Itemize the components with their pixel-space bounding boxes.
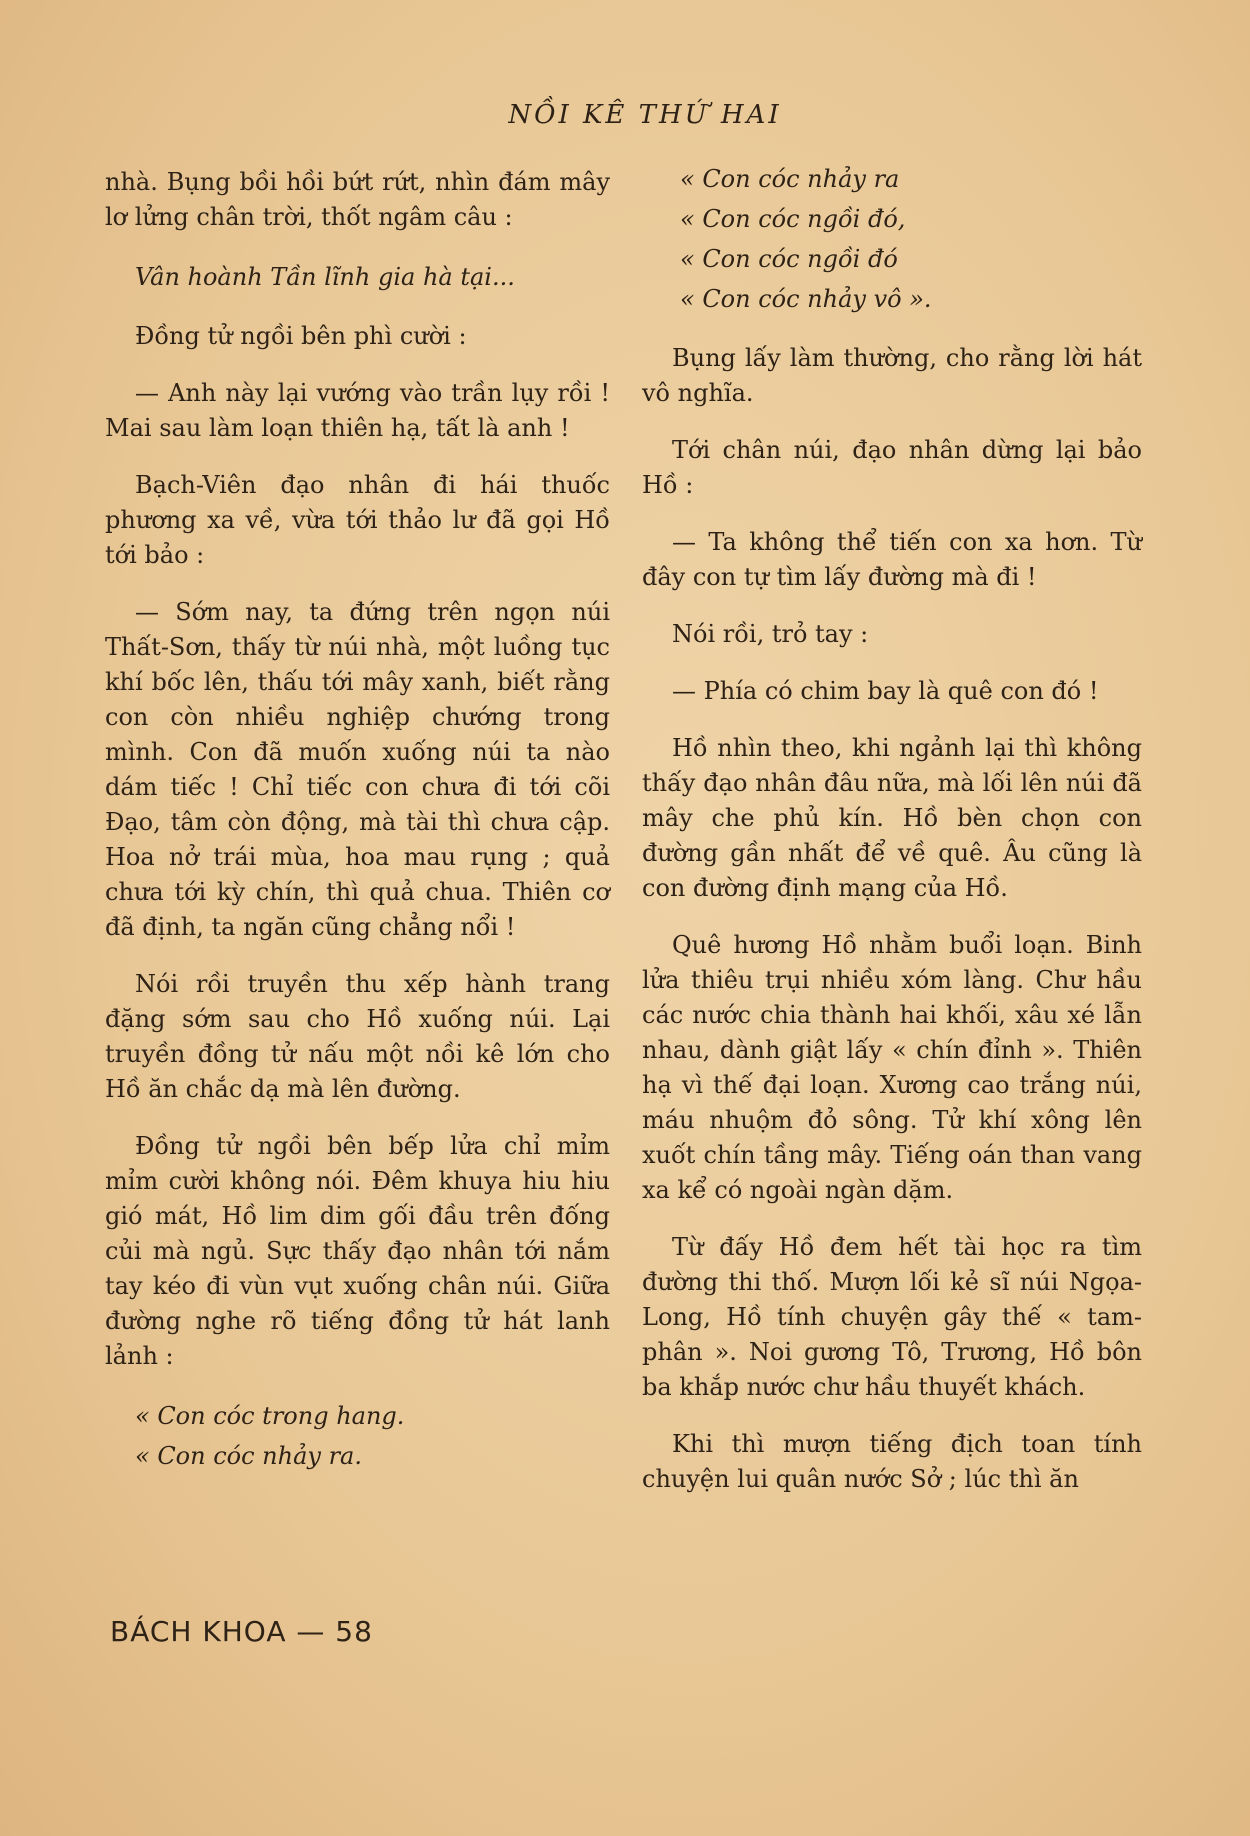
- paragraph: Đồng tử ngồi bên bếp lửa chỉ mỉm mỉm cười không nói. Đêm khuya hiu hiu gió mát, Hồ lim dim gối đầu trên đống củi mà ngủ. Sực thấy đạo nhân tới nắm tay kéo đi vùn vụt xuống chân núi. Giữa đường nghe rõ tiếng đồng tử hát lanh lảnh :: [105, 1132, 610, 1370]
- paragraph: Hồ nhìn theo, khi ngảnh lại thì không thấy đạo nhân đâu nữa, mà lối lên núi đã mây che phủ kín. Hồ bèn chọn con đường gần nhất để về quê. Âu cũng là con đường định mạng của Hồ.: [642, 734, 1142, 902]
- paragraph: — Sớm nay, ta đứng trên ngọn núi Thất-Sơn, thấy từ núi nhà, một luồng tục khí bốc lên, thấu tới mây xanh, biết rằng con còn nhiều nghiệp chướng trong mình. Con đã muốn xuống núi ta nào dám tiếc ! Chỉ tiếc con chưa đi tới cõi Đạo, tâm còn động, mà tài thì chưa cập. Hoa nở trái mùa, hoa mau rụng ; quả chưa tới kỳ chín, thì quả chua. Thiên cơ đã định, ta ngăn cũng chẳng nổi !: [105, 598, 610, 941]
- paragraph: Nói rồi, trỏ tay :: [672, 620, 869, 648]
- verse-line: « Con cóc ngồi đó,: [680, 205, 906, 233]
- verse-text: Vân hoành Tần lĩnh gia hà tại...: [135, 263, 515, 291]
- paragraph: Đồng tử ngồi bên phì cười :: [135, 322, 467, 350]
- paragraph: Bụng lấy làm thường, cho rằng lời hát vô nghĩa.: [642, 344, 1142, 407]
- paragraph: nhà. Bụng bồi hồi bứt rứt, nhìn đám mây lơ lửng chân trời, thốt ngâm câu :: [105, 168, 610, 231]
- paragraph: Bạch-Viên đạo nhân đi hái thuốc phương xa về, vừa tới thảo lư đã gọi Hồ tới bảo :: [105, 471, 610, 569]
- paragraph: — Ta không thể tiến con xa hơn. Từ đây con tự tìm lấy đường mà đi !: [642, 528, 1142, 591]
- paragraph: Khi thì mượn tiếng địch toan tính chuyện lui quân nước Sở ; lúc thì ăn: [642, 1430, 1142, 1493]
- paragraph: — Anh này lại vướng vào trần lụy rồi ! Mai sau làm loạn thiên hạ, tất là anh !: [105, 379, 610, 442]
- verse-line: « Con cóc trong hang.: [135, 1402, 405, 1430]
- verse-line: « Con cóc nhảy vô ».: [680, 285, 932, 313]
- paragraph: Quê hương Hồ nhằm buổi loạn. Binh lửa thiêu trụi nhiều xóm làng. Chư hầu các nước chia thành hai khối, xâu xé lẫn nhau, dành giật lấy « chín đỉnh ». Thiên hạ vì thế đại loạn. Xương cao trắng núi, máu nhuộm đỏ sông. Tử khí xông lên xuốt chín tầng mây. Tiếng oán than vang xa kể có ngoài ngàn dặm.: [642, 931, 1142, 1204]
- right-column: [642, 165, 1142, 1519]
- verse-line: « Con cóc ngồi đó: [680, 245, 898, 273]
- song-verse: [680, 159, 1142, 319]
- paragraph: Từ đấy Hồ đem hết tài học ra tìm đường thi thố. Mượn lối kẻ sĩ núi Ngọa-Long, Hồ tính chuyện gây thế « tam-phân ». Noi gương Tô, Trương, Hồ bôn ba khắp nước chư hầu thuyết khách.: [642, 1233, 1142, 1401]
- song-verse: [135, 1396, 610, 1476]
- page-footer: BÁCH KHOA — 58: [110, 1615, 373, 1648]
- paragraph: — Phía có chim bay là quê con đó !: [672, 677, 1099, 705]
- paragraph: Tới chân núi, đạo nhân dừng lại bảo Hồ :: [642, 436, 1142, 499]
- left-column: [105, 165, 610, 1498]
- running-title: NỒI KÊ THỨ HAI: [508, 100, 782, 130]
- verse-line: « Con cóc nhảy ra: [680, 165, 900, 193]
- verse-line: « Con cóc nhảy ra.: [135, 1442, 362, 1470]
- paragraph: Nói rồi truyền thu xếp hành trang đặng sớm sau cho Hồ xuống núi. Lại truyền đồng tử nấu một nồi kê lớn cho Hồ ăn chắc dạ mà lên đường.: [105, 970, 610, 1103]
- verse-line: [135, 257, 610, 297]
